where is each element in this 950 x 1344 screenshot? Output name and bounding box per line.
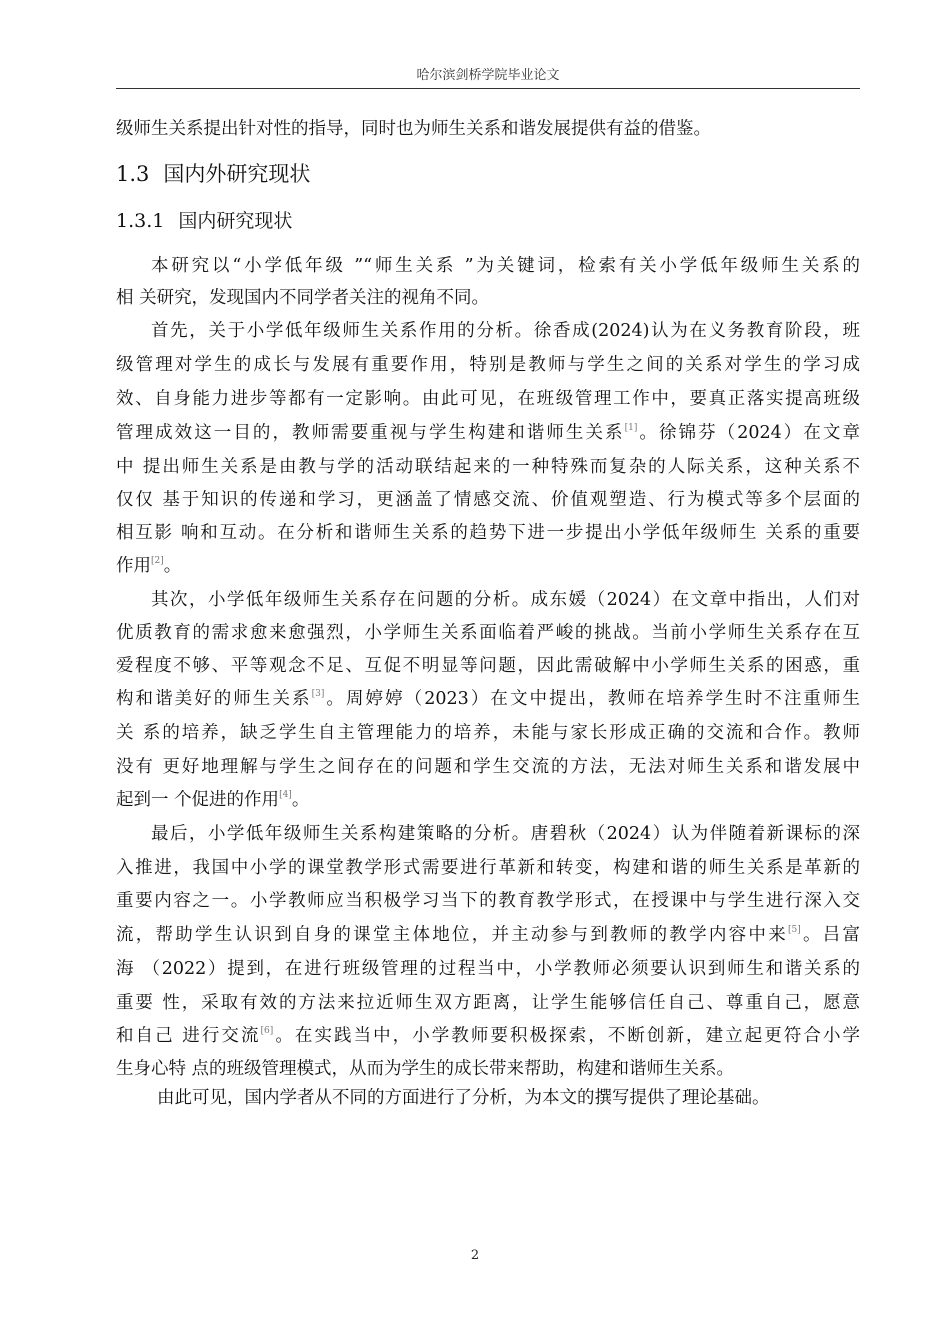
body-line: 相 关研究，发现国内不同学者关注的视角不同。 — [116, 288, 490, 308]
subsection-title: 国内研究现状 — [178, 210, 293, 232]
body-line: 生身心特 点的班级管理模式，从而为学生的成长带来帮助，构建和谐师生关系。 — [116, 1059, 735, 1079]
body-line: 其次，小学低年级师生关系存在问题的分析。成东媛（2024）在文章中指出，人们对 — [151, 590, 860, 610]
running-header: 哈尔滨剑桥学院毕业论文 — [416, 68, 560, 83]
citation-ref: [1] — [624, 423, 638, 433]
section-title: 国内外研究现状 — [163, 162, 311, 186]
citation-ref: [5] — [787, 925, 801, 935]
body-text: 流，帮助学生认识到自身的课堂主体地位，并主动参与到教师的教学内容中来 — [116, 925, 788, 945]
section-heading — [116, 158, 310, 188]
citation-ref: [6] — [260, 1026, 274, 1036]
section-number: 1.3 — [116, 162, 150, 186]
body-line: 海 （2022）提到，在进行班级管理的过程当中，小学教师必须要认识到师生和谐关系的 — [116, 959, 860, 979]
body-text: 。 — [291, 790, 310, 810]
body-line: 相互影 响和互动。在分析和谐师生关系的趋势下进一步提出小学低年级师生 关系的重要 — [116, 523, 860, 543]
subsection-number: 1.3.1 — [116, 210, 165, 232]
body-line: 中 提出师生关系是由教与学的活动联结起来的一种特殊而复杂的人际关系，这种关系不 — [116, 457, 860, 477]
body-line: 首先，关于小学低年级师生关系作用的分析。徐香成(2024)认为在义务教育阶段，班 — [151, 321, 860, 341]
body-line — [116, 684, 860, 714]
body-text: 。在实践当中，小学教师要积极探索，不断创新，建立起更符合小学 — [273, 1026, 860, 1046]
citation-ref: [2] — [151, 556, 164, 566]
body-line: 本研究以“小学低年级 ”“师生关系 ”为关键词，检索有关小学低年级师生关系的 — [151, 256, 860, 276]
body-line — [116, 920, 860, 950]
body-line — [116, 1021, 860, 1051]
body-text: 管理成效这一目的，教师需要重视与学生构建和谐师生关系 — [116, 423, 625, 443]
body-text: 起到一 个促进的作用 — [116, 790, 280, 810]
citation-ref: [3] — [311, 689, 325, 699]
body-text: 。吕富 — [800, 925, 860, 945]
body-line: 最后，小学低年级师生关系构建策略的分析。唐碧秋（2024）认为伴随着新课标的深 — [151, 824, 860, 844]
subsection-heading — [116, 206, 292, 233]
body-line: 重要 性，采取有效的方法来拉近师生双方距离，让学生能够信任自己、尊重自己，愿意 — [116, 993, 860, 1013]
header-divider — [116, 88, 860, 89]
body-line — [116, 418, 860, 448]
body-text: 和自己 进行交流 — [116, 1026, 261, 1046]
body-line: 没有 更好地理解与学生之间存在的问题和学生交流的方法，无法对师生关系和谐发展中 — [116, 757, 860, 777]
body-line: 优质教育的需求愈来愈强烈，小学师生关系面临着严峻的挑战。当前小学师生关系存在互 — [116, 623, 860, 643]
body-line — [116, 551, 860, 581]
body-line — [116, 785, 860, 815]
body-text: 作用 — [116, 556, 151, 576]
body-text: 。 — [163, 556, 182, 576]
body-text: 。徐锦芬（2024）在文章 — [637, 423, 860, 443]
body-line: 重要内容之一。小学教师应当积极学习当下的教育教学形式，在授课中与学生进行深入交 — [116, 891, 860, 911]
body-line: 入推进，我国中小学的课堂教学形式需要进行革新和转变，构建和谐的师生关系是革新的 — [116, 858, 860, 878]
citation-ref: [4] — [279, 790, 292, 800]
body-text: 构和谐美好的师生关系 — [116, 689, 312, 709]
body-line: 仅仅 基于知识的传递和学习，更涵盖了情感交流、价值观塑造、行为模式等多个层面的 — [116, 490, 860, 510]
body-line: 级管理对学生的成长与发展有重要作用，特别是教师与学生之间的关系对学生的学习成 — [116, 355, 860, 375]
body-line: 关 系的培养，缺乏学生自主管理能力的培养，未能与家长形成正确的交流和合作。教师 — [116, 723, 860, 743]
page-number: 2 — [470, 1248, 480, 1263]
body-text: 。周婷婷（2023）在文中提出，教师在培养学生时不注重师生 — [324, 689, 860, 709]
body-line: 爱程度不够、平等观念不足、互促不明显等问题，因此需破解中小学师生关系的困惑，重 — [116, 656, 860, 676]
body-line: 效、自身能力进步等都有一定影响。由此可见，在班级管理工作中，要真正落实提高班级 — [116, 389, 860, 409]
body-line: 由此可见，国内学者从不同的方面进行了分析，为本文的撰写提供了理论基础。 — [157, 1088, 770, 1108]
body-line: 级师生关系提出针对性的指导，同时也为师生关系和谐发展提供有益的借鉴。 — [116, 119, 711, 139]
